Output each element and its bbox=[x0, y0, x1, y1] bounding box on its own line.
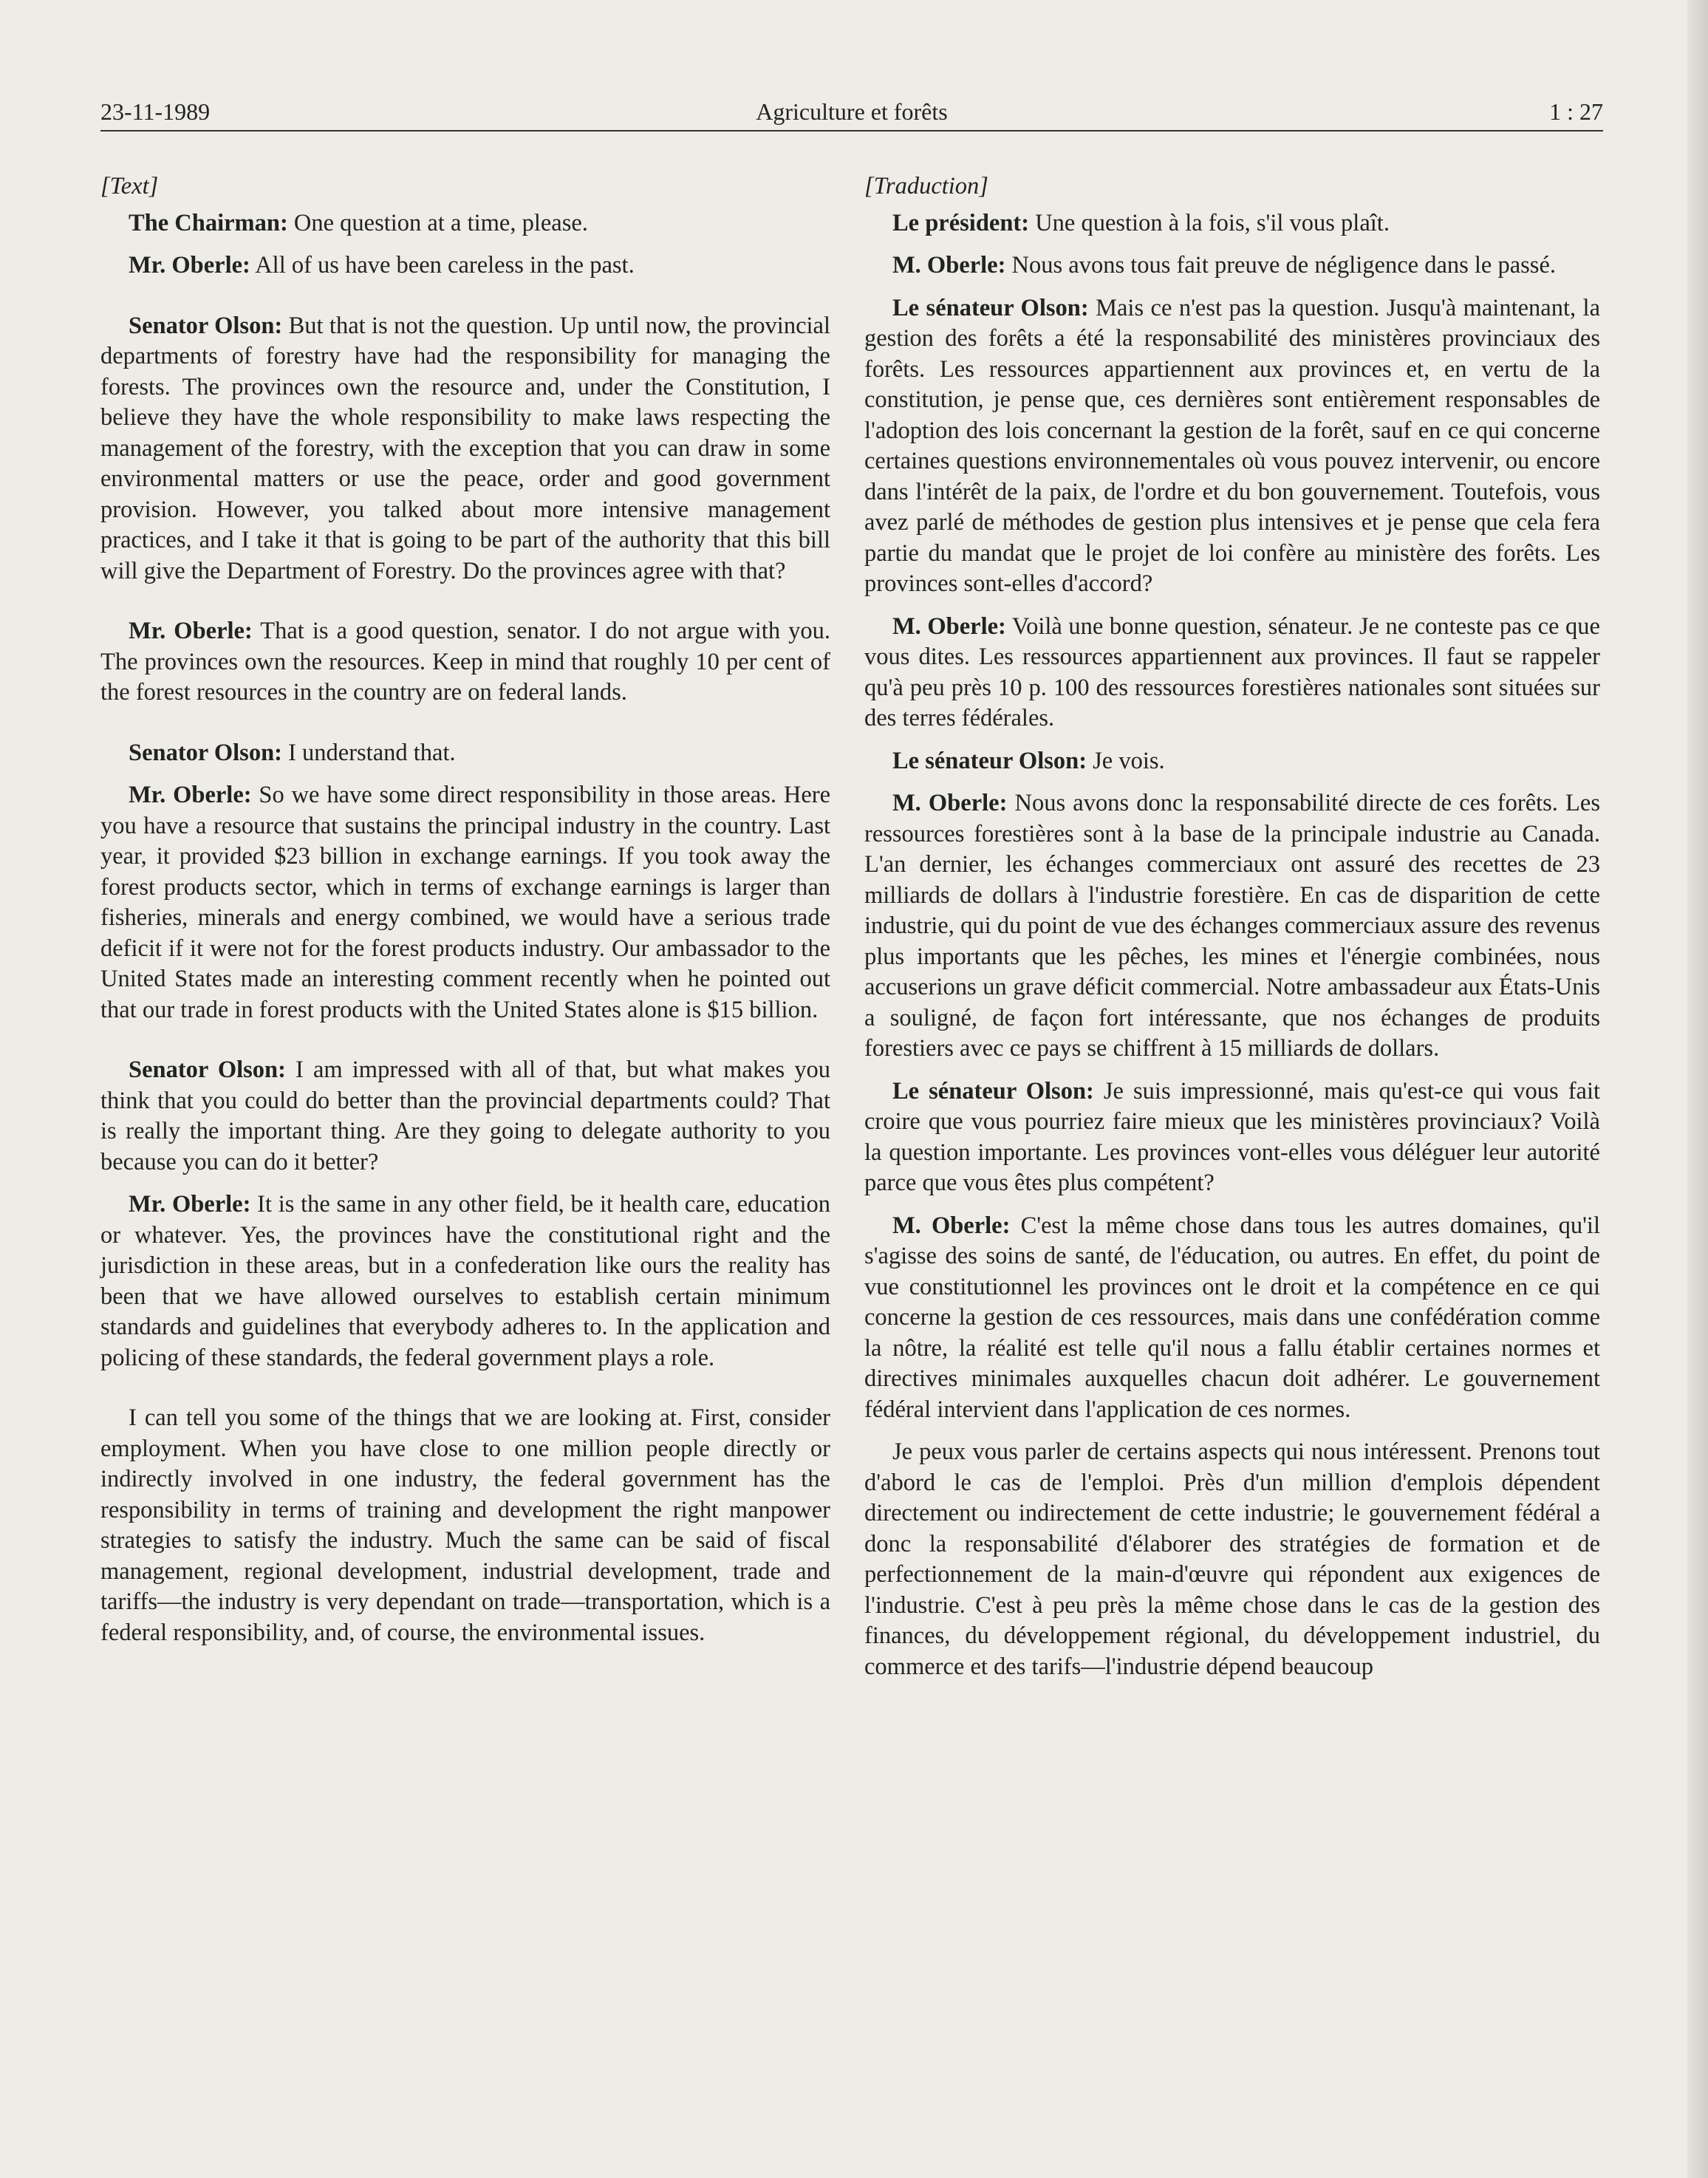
header-date: 23-11-1989 bbox=[100, 98, 211, 125]
speech-text: But that is not the question. Up until now, the provincial departments of forestry have had the responsibility for managing the forests. The provinces own the resource and, under the Constitution, I believe they have the whole responsibility to make laws respecting the management of the forestry, with the exception that you can draw in some environmental matters or use the peace, order and good government provision. However, you talked about more intensive management practices, and I take it that is going to be part of the authority that this bill will give the Department of Forestry. Do the provinces agree with that? bbox=[100, 312, 830, 584]
speaker-name: Senator Olson: bbox=[129, 312, 283, 339]
speaker-name: M. Oberle: bbox=[892, 252, 1006, 279]
speaker-name: Mr. Oberle: bbox=[129, 252, 250, 279]
speaker-name: The Chairman: bbox=[129, 209, 288, 236]
speaker-name: Mr. Oberle: bbox=[129, 782, 252, 808]
speech-text: I am impressed with all of that, but what makes you think that you could do better than the provincial departments could? That is really the important thing. Are they going to delegate authority to you because you can do it better? bbox=[100, 1056, 831, 1175]
speaker-name: M. Oberle: bbox=[892, 1212, 1011, 1239]
speech-text: Mais ce n'est pas la question. Jusqu'à maintenant, la gestion des forêts a été la responsabilité des ministères provinciaux des forêts. Les ressources appartiennent aux provinces et, en vertu de la constitution, je pense que, ces dernières sont entièrement responsables de l'adoption des lois concernant la gestion de la forêt, sauf en ce qui concerne certaines questions environnementales où vous pouvez intervenir, ou encore dans l'intérêt de la paix, de l'ordre et du bon gouvernement. Toutefois, vous avez parlé de méthodes de gestion plus intensives et je pense que cela fera partie du mandat que le projet de loi confère au ministère des forêts. Les provinces sont-elles d'accord? bbox=[864, 294, 1600, 597]
speech-text: Voilà une bonne question, sénateur. Je ne conteste pas ce que vous dites. Les ressources appartiennent aux provinces. Il faut se rappeler qu'à peu près 10 p. 100 des ressources forestières nationales sont situées sur des terres fédérales. bbox=[864, 612, 1600, 731]
paragraph bbox=[864, 788, 1600, 1065]
paragraph bbox=[864, 612, 1600, 734]
speaker-name: Mr. Oberle: bbox=[129, 618, 253, 644]
speech-text: I understand that. bbox=[281, 739, 456, 766]
paragraph bbox=[100, 616, 830, 709]
speech-text: That is a good question, senator. I do not argue with you. The provinces own the resources. Keep in mind that roughly 10 per cent of the forest resources in the country are on federal lands. bbox=[100, 618, 830, 706]
book-spine-shadow bbox=[1687, 0, 1708, 2178]
speech-text: One question at a time, please. bbox=[287, 209, 588, 236]
speech-text: Je vois. bbox=[1087, 747, 1165, 774]
paragraph bbox=[864, 293, 1600, 600]
paragraph bbox=[864, 746, 1600, 777]
speech-text: Je suis impressionné, mais qu'est-ce qui vous fait croire que vous pourriez faire mieux que les ministères provinciaux? Voilà la question importante. Les provinces vont-elles vous déléguer leur autorité parce que vous êtes plus compétent? bbox=[864, 1077, 1601, 1196]
speech-text: Nous avons donc la responsabilité directe de ces forêts. Les ressources forestières sont à la base de la principale industrie au Canada. L'an dernier, les échanges commerciaux ont assuré des recettes de 23 milliards de dollars à l'industrie forestière. En cas de disparition de cette industrie, qui du point de vue des échanges commerciaux assure des revenus plus importants que les pêches, les mines et l'énergie combinées, nous accuserions un grave déficit commercial. Notre ambassadeur aux États-Unis a souligné, de façon fort intéressante, que nos échanges de produits forestiers avec ce pays se chiffrent à 15 milliards de dollars. bbox=[864, 790, 1600, 1062]
speech-text: Je peux vous parler de certains aspects qui nous intéressent. Prenons tout d'abord le cas de l'emploi. Près d'un million d'emplois dépendent directement ou indirectement de cette industrie; le gouvernement fédéral a donc la responsabilité d'élaborer des stratégies de formation et de perfectionnement de la main-d'œuvre qui répondent aux exigences de l'industrie. C'est à peu près la même chose dans le cas de la gestion des finances, du développement régional, du développement industriel, du commerce et des tarifs—l'industrie dépend beaucoup bbox=[864, 1438, 1600, 1680]
speaker-name: Senator Olson: bbox=[129, 1056, 286, 1083]
paragraph bbox=[864, 208, 1600, 239]
speaker-name: M. Oberle: bbox=[892, 612, 1006, 640]
english-column bbox=[100, 171, 830, 1660]
speaker-name: M. Oberle: bbox=[892, 790, 1008, 816]
paragraph bbox=[864, 1437, 1600, 1682]
speech-text: All of us have been careless in the past. bbox=[250, 252, 635, 279]
speech-text: Une question à la fois, s'il vous plaît. bbox=[1029, 209, 1390, 236]
speaker-name: Mr. Oberle: bbox=[129, 1191, 251, 1218]
paragraph bbox=[864, 1211, 1600, 1426]
speech-text: I can tell you some of the things that we are looking at. First, consider employment. When you have close to one million people directly or indirectly involved in one industry, the federal government has the responsibility in terms of training and development the right manpower strategies to satisfy the industry. Much the same can be said of fiscal management, regional development, industrial development, trade and tariffs—the industry is very dependant on trade—transportation, which is a federal responsibility, and, of course, the environmental issues. bbox=[100, 1404, 830, 1646]
header-title: Agriculture et forêts bbox=[756, 98, 948, 125]
speech-text: Nous avons tous fait preuve de négligence dans le passé. bbox=[1005, 252, 1557, 279]
paragraph bbox=[100, 311, 830, 587]
running-header bbox=[100, 95, 1603, 132]
column-label: [Text] bbox=[100, 173, 159, 199]
paragraph bbox=[100, 738, 830, 769]
speaker-name: Senator Olson: bbox=[129, 739, 282, 766]
paragraph bbox=[100, 1403, 830, 1648]
speech-text: It is the same in any other field, be it health care, education or whatever. Yes, the provinces have the constitutional right and the jurisdiction in these areas, but in a confederation like ours the reality has been that we have allowed ourselves to establish certain minimum standards and guidelines that everybody adheres to. In the application and policing of these standards, the federal government plays a role. bbox=[100, 1191, 830, 1371]
speaker-name: Le sénateur Olson: bbox=[892, 294, 1089, 321]
header-page-number: 1 : 27 bbox=[1549, 98, 1603, 125]
speech-text: So we have some direct responsibility in those areas. Here you have a resource that sustains the principal industry in the country. Last year, it provided $23 billion in exchange earnings. If you took away the forest products sector, which in terms of exchange earnings is larger than fisheries, minerals and energy combined, we would have a serious trade deficit if it were not for the forest products industry. Our ambassador to the United States made an interesting comment recently when he pointed out that our trade in forest products with the United States alone is $15 billion. bbox=[100, 782, 830, 1023]
paragraph bbox=[864, 1076, 1600, 1199]
speech-text: C'est la même chose dans tous les autres domaines, qu'il s'agisse des soins de santé, de l'éducation, ou autres. En effet, du point de vue constitutionnel les provinces ont le droit et la compétence en ce qui concerne la gestion de ces ressources, mais dans une confédération comme la nôtre, la réalité est telle qu'il nous a fallu établir certaines normes et directives minimales auxquelles chacun doit adhérer. Le gouvernement fédéral intervient dans l'application de ces normes. bbox=[864, 1212, 1600, 1423]
paragraph bbox=[100, 250, 830, 281]
french-column bbox=[864, 171, 1600, 1694]
paragraph bbox=[100, 1189, 830, 1373]
paragraph bbox=[100, 1055, 830, 1178]
column-label: [Traduction] bbox=[864, 173, 988, 199]
speaker-name: Le sénateur Olson: bbox=[892, 747, 1087, 774]
speaker-name: Le président: bbox=[892, 209, 1030, 236]
speaker-name: Le sénateur Olson: bbox=[892, 1077, 1094, 1105]
paragraph bbox=[100, 780, 830, 1025]
paragraph bbox=[864, 250, 1600, 281]
paragraph bbox=[100, 208, 830, 239]
